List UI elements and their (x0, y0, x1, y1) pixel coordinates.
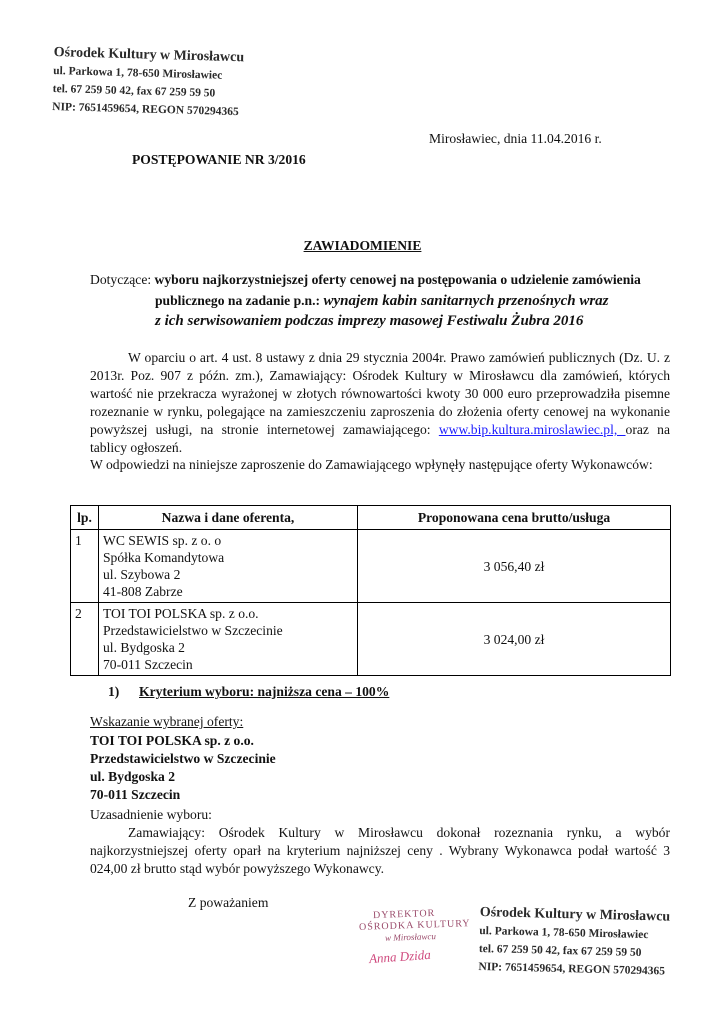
offeror-line: ul. Szybowa 2 (103, 567, 181, 582)
body-text: W oparciu o art. 4 ust. 8 ustawy z dnia 29 stycznia 2004r. Prawo zamówień publicznych (Dz. U. z 2013r. Poz. 907 z późn. zm.), Zamawiający: Ośrodek Kultury w Mirosławcu dla zamówień, których wartość nie przekracza wyrażonej w złotych równowartości kwoty 30 000 euro przeprowadziła pisemne rozeznanie w rynku, polegające na zamieszczeniu zaproszenia do złożenia oferty cenowej na wykonanie powyższej usługi, na stronie internetowej zamawiającego: (90, 350, 670, 437)
row-lp: 2 (71, 603, 99, 676)
table-row (71, 530, 671, 603)
stamp-ids: NIP: 7651459654, REGON 570294365 (52, 100, 239, 119)
table-row (71, 603, 671, 676)
subject-line-1 (90, 271, 670, 289)
criterion-number: 1) (108, 684, 120, 699)
criterion-text: Kryterium wyboru: najniższa cena – 100% (139, 684, 390, 699)
signature-stamp-line3: w Mirosławcu (384, 931, 437, 943)
offeror-line: 70-011 Szczecin (103, 657, 193, 672)
row-offeror (99, 530, 358, 603)
table-header-row (71, 506, 671, 530)
header-name: Nazwa i dane oferenta, (99, 506, 358, 530)
row-price: 3 024,00 zł (358, 603, 671, 676)
body-paragraph (90, 349, 670, 457)
subject-italic-3: z ich serwisowaniem podczas imprezy masowej Festiwalu Żubra 2016 (155, 313, 584, 329)
body-after-link: oraz na tablicy ogłoszeń. (90, 422, 671, 455)
stamp-phone: tel. 67 259 50 42, fax 67 259 59 50 (52, 82, 216, 100)
offeror-line: Spółka Komandytowa (103, 550, 225, 565)
case-number: POSTĘPOWANIE NR 3/2016 (132, 152, 306, 167)
signature: Anna Dzida (368, 946, 432, 967)
offeror-line: Przedstawicielstwo w Szczecinie (103, 623, 283, 638)
offeror-line: TOI TOI POLSKA sp. z o.o. (103, 606, 259, 621)
selected-line: ul. Bydgoska 2 (90, 769, 175, 784)
bip-link[interactable]: www.bip.kultura.miroslawiec.pl, (438, 422, 626, 437)
signature-stamp-line1: DYREKTOR (372, 907, 436, 922)
body-paragraph-2: W odpowiedzi na niniejsze zaproszenie do Zamawiającego wpłynęły następujące oferty Wykonawców: (90, 457, 653, 472)
stamp-phone: tel. 67 259 50 42, fax 67 259 59 50 (478, 942, 642, 959)
selected-offer (90, 732, 276, 804)
stamp-ids: NIP: 7651459654, REGON 570294365 (478, 960, 666, 978)
document-title: ZAWIADOMIENIE (303, 238, 422, 253)
subject-bold-1: wyboru najkorzystniejszej oferty cenowej na postępowania o udzielenie zamówienia (154, 272, 641, 287)
stamp-name: Ośrodek Kultury w Mirosławcu (53, 44, 245, 66)
header-price: Proponowana cena brutto/usługa (358, 506, 671, 530)
closing-text: Z poważaniem (188, 895, 269, 910)
offers-table (70, 505, 671, 676)
selected-line: Przedstawicielstwo w Szczecinie (90, 751, 276, 766)
subject-line-2 (155, 292, 609, 310)
subject-italic-2: wynajem kabin sanitarnych przenośnych wraz (323, 293, 609, 309)
footer-stamp (478, 904, 670, 981)
justification-text: Zamawiający: Ośrodek Kultury w Mirosławcu dokonał rozeznania rynku, a wybór najkorzystniejszej oferty oparł na kryterium najniższej ceny . Wybrany Wykonawca podał wartość 3 024,00 zł brutto stąd wybór powyższego Wykonawcy. (90, 825, 670, 876)
justification-label: Uzasadnienie wyboru: (90, 807, 212, 822)
selected-line: 70-011 Szczecin (90, 787, 181, 802)
stamp-address: ul. Parkowa 1, 78-650 Mirosławiec (479, 924, 649, 942)
offeror-line: ul. Bydgoska 2 (103, 640, 185, 655)
stamp-address: ul. Parkowa 1, 78-650 Mirosławiec (53, 64, 223, 82)
offeror-line: 41-808 Zabrze (103, 584, 183, 599)
header-lp: lp. (71, 506, 99, 530)
subject-bold-2: publicznego na zadanie p.n.: (155, 293, 324, 308)
row-lp: 1 (71, 530, 99, 603)
place-date: Mirosławiec, dnia 11.04.2016 r. (429, 131, 602, 146)
offeror-line: WC SEWIS sp. z o. o (103, 533, 222, 548)
subject-lead: Dotyczące: (90, 272, 155, 287)
selected-line: TOI TOI POLSKA sp. z o.o. (90, 733, 254, 748)
row-offeror (99, 603, 358, 676)
signature-stamp (355, 905, 475, 985)
header-stamp (52, 44, 244, 121)
signature-stamp-line2: OŚRODKA KULTURY (358, 918, 471, 933)
row-price: 3 056,40 zł (358, 530, 671, 603)
selected-label: Wskazanie wybranej oferty: (90, 714, 244, 729)
stamp-name: Ośrodek Kultury w Mirosławcu (479, 904, 671, 925)
